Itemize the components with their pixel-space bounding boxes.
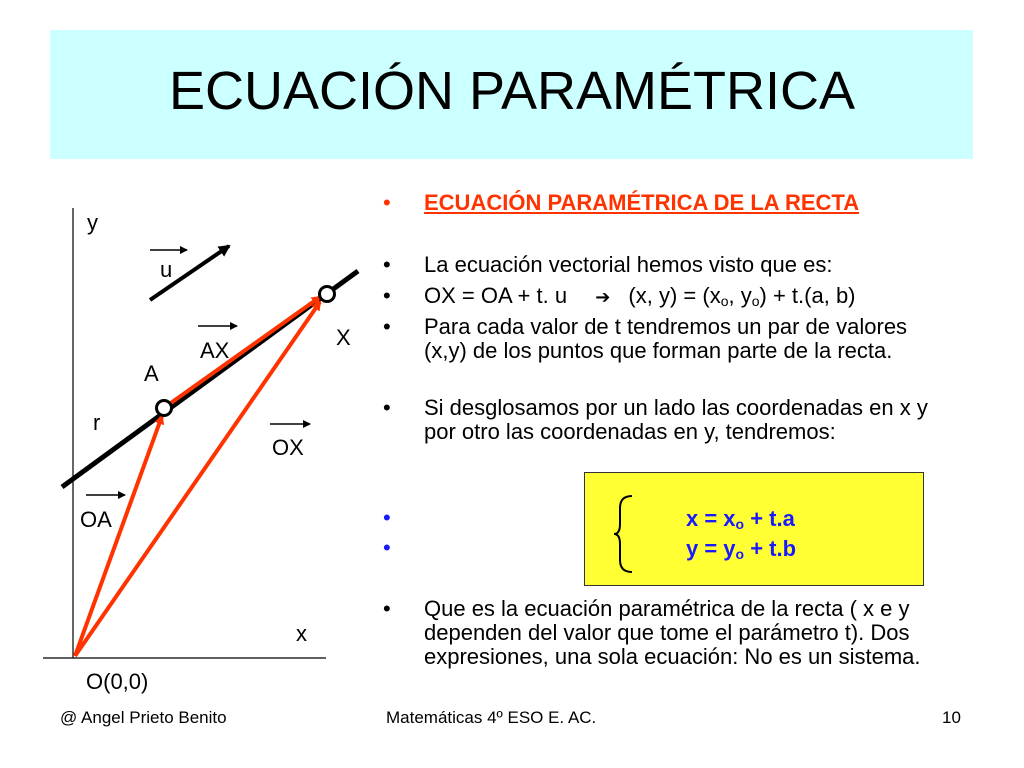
bullet-dot: •	[383, 190, 391, 215]
bullet-text: Que es la ecuación paramétrica de la recta ( x e y dependen del valor que tome el parámetro t). Dos expresiones, una sola ecuación: No es un sistema.	[424, 596, 921, 669]
implies-arrow-icon: ➔	[595, 287, 611, 307]
label-X: X	[336, 325, 351, 350]
equation-y: $y = y_o + t.b$	[686, 536, 797, 562]
label-y: y	[87, 210, 98, 235]
bullet-dot: •	[383, 314, 391, 339]
section-heading: ECUACIÓN PARAMÉTRICA DE LA RECTA	[424, 190, 860, 215]
equation-x: $x = x_o + t.a$	[686, 506, 795, 532]
bullet-text: Si desglosamos por un lado las coordenadas en x y por otro las coordenadas en y, tendremos:	[424, 395, 928, 444]
footer-course: Matemáticas 4º ESO E. AC.	[386, 708, 597, 727]
vector-OA	[75, 416, 162, 656]
bullet-text: Para cada valor de t tendremos un par de valores (x,y) de los puntos que forman parte de la recta.	[424, 314, 908, 363]
point-A	[157, 401, 172, 416]
bullet-dot: •	[383, 395, 391, 420]
vector-equation: OX = OA + t. u	[424, 283, 568, 308]
bullet-dot: •	[383, 596, 391, 621]
bullet-dot: •	[383, 505, 391, 530]
bullet-text: La ecuación vectorial hemos visto que es:	[424, 252, 833, 277]
point-X	[320, 287, 335, 302]
label-OX: OX	[272, 435, 304, 460]
label-AX: AX	[200, 338, 230, 363]
label-x: x	[296, 621, 307, 646]
label-u: u	[160, 257, 173, 282]
label-A: A	[144, 361, 159, 386]
slide-title: ECUACIÓN PARAMÉTRICA	[168, 61, 856, 121]
bullet-dot: •	[383, 283, 391, 308]
vector-AX	[168, 297, 320, 405]
curly-brace-icon	[612, 494, 638, 574]
bullet-dot: •	[383, 535, 391, 560]
bullet-text: OX = OA + t. u ➔ (x, $y) = (x_o$, $y_o) + t.(a$, b)	[424, 283, 856, 309]
footer-author: @ Angel Prieto Benito	[60, 708, 227, 727]
label-origin: O(0,0)	[86, 669, 149, 694]
vector-OX	[75, 302, 320, 656]
footer-page-number: 10	[942, 708, 961, 727]
bullet-dot: •	[383, 252, 391, 277]
label-r: r	[93, 410, 101, 435]
label-OA: OA	[80, 507, 112, 532]
